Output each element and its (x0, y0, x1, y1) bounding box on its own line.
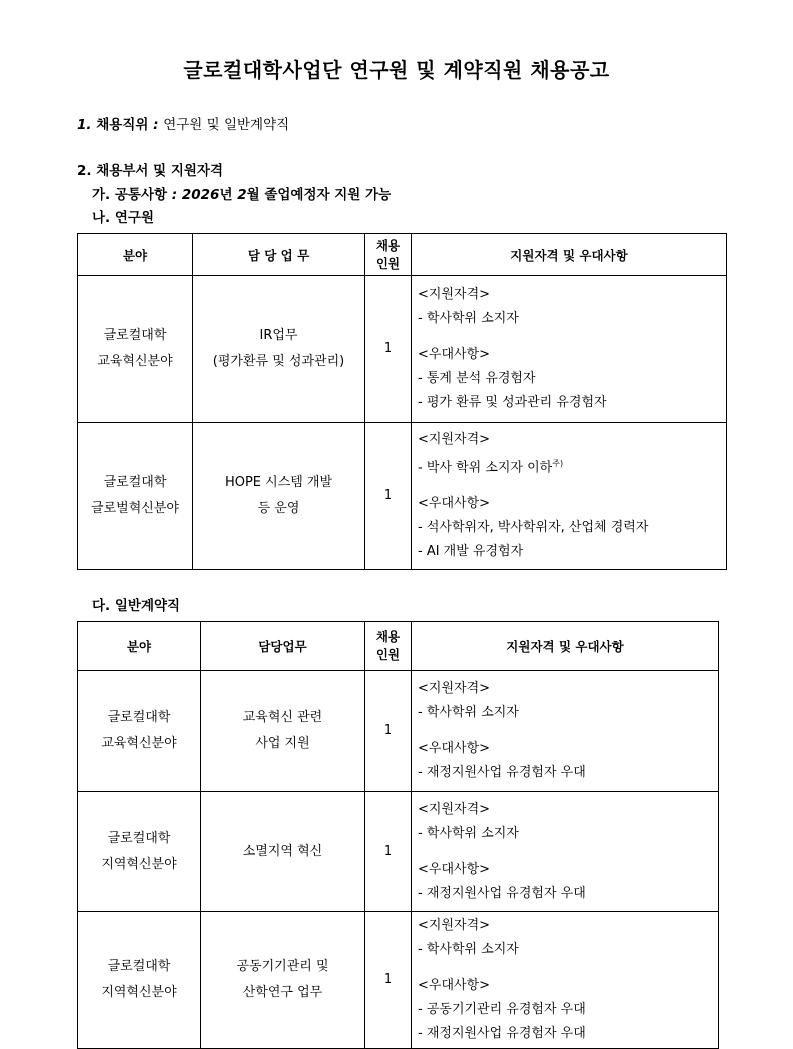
qualification-cell (412, 792, 719, 912)
field-cell: 글로컬대학 교육혁신분야 (78, 671, 201, 792)
preference-item: - 공동기기관리 유경험자 우대 (418, 1002, 586, 1017)
field-cell: 글로컬대학 지역혁신분야 (78, 792, 201, 912)
qualification-item: - 학사학위 소지자 (418, 942, 519, 957)
field-cell: 글로컬대학 지역혁신분야 (78, 912, 201, 1049)
qualification-heading: <지원자격> (418, 431, 491, 447)
qualification-heading: <지원자격> (418, 801, 491, 817)
qualification-cell (412, 671, 719, 792)
preference-item: - AI 개발 유경험자 (418, 544, 524, 560)
table-row (78, 276, 727, 423)
common-year-unit: 년 (219, 187, 233, 203)
header-duty: 담당업무 (201, 622, 365, 671)
section-1-value: 연구원 및 일반계약직 (163, 117, 290, 133)
qualification-item: - 박사 학위 소지자 이하$^{주)}$ (418, 458, 564, 476)
section-2 (77, 159, 223, 179)
count-cell: 1 (365, 792, 412, 912)
section-2-number: 2. (77, 163, 92, 179)
qualification-heading: <지원자격> (418, 918, 491, 933)
duty-cell: 교육혁신 관련 사업 지원 (201, 671, 365, 792)
duty-cell: 소멸지역 혁신 (201, 792, 365, 912)
preference-heading: <우대사항> (418, 978, 491, 993)
common-year: 2026 (181, 187, 220, 203)
qualification-cell (412, 423, 727, 570)
table-header-row (78, 622, 719, 671)
header-qualification: 지원자격 및 우대사항 (412, 234, 727, 276)
researcher-heading: 나. 연구원 (92, 210, 154, 226)
section-1-colon: : (153, 117, 159, 133)
preference-item: - 재정지원사업 유경험자 우대 (418, 765, 586, 780)
field-cell: 글로컬대학 글로벌혁신분야 (78, 423, 193, 570)
table-row (78, 423, 727, 570)
common-colon: : (171, 187, 178, 203)
researcher-table (77, 233, 727, 570)
section-2-label: 채용부서 및 지원자격 (96, 163, 224, 179)
page-title: 글로컬대학사업단 연구원 및 계약직원 채용공고 (183, 58, 610, 82)
field-cell: 글로컬대학 교육혁신분야 (78, 276, 193, 423)
qualification-item: - 학사학위 소지자 (418, 825, 519, 841)
common-month-unit: 월 (246, 187, 260, 203)
duty-cell: IR업무 (평가환류 및 성과관리) (193, 276, 365, 423)
table-row (78, 671, 719, 792)
duty-cell: HOPE 시스템 개발 등 운영 (193, 423, 365, 570)
qualification-cell (412, 912, 719, 1049)
count-cell: 1 (365, 276, 412, 423)
count-cell: 1 (365, 912, 412, 1049)
table-row (78, 912, 719, 1049)
header-count: 채용 인원 (365, 234, 412, 276)
header-duty: 담 당 업 무 (193, 234, 365, 276)
qualification-cell (412, 276, 727, 423)
preference-heading: <우대사항> (418, 347, 491, 362)
preference-item: - 재정지원사업 유경험자 우대 (418, 885, 586, 901)
qualification-item: - 학사학위 소지자 (418, 705, 519, 720)
header-field: 분야 (78, 622, 201, 671)
preference-item: - 재정지원사업 유경험자 우대 (418, 1026, 586, 1041)
count-cell: 1 (365, 423, 412, 570)
header-count: 채용 인원 (365, 622, 412, 671)
duty-cell: 공동기기관리 및 산학연구 업무 (201, 912, 365, 1049)
section-1-label: 채용직위 (96, 117, 149, 133)
section-1 (77, 113, 289, 133)
common-prefix: 가. 공통사항 (92, 187, 168, 203)
preference-heading: <우대사항> (418, 861, 491, 877)
count-cell: 1 (365, 671, 412, 792)
header-qualification: 지원자격 및 우대사항 (412, 622, 719, 671)
table-row (78, 792, 719, 912)
preference-item: - 평가 환류 및 성과관리 유경험자 (418, 395, 607, 410)
common-requirement (92, 183, 391, 203)
qualification-heading: <지원자격> (418, 681, 491, 696)
footnote-mark: 주) (552, 458, 564, 468)
header-field: 분야 (78, 234, 193, 276)
preference-heading: <우대사항> (418, 741, 491, 756)
section-1-number: 1. (77, 117, 92, 133)
preference-heading: <우대사항> (418, 496, 491, 512)
preference-item: - 석사학위자, 박사학위자, 산업체 경력자 (418, 520, 649, 536)
common-rest: 졸업예정자 지원 가능 (264, 187, 392, 203)
qualification-item: - 학사학위 소지자 (418, 311, 519, 326)
contract-table (77, 621, 719, 1049)
preference-item: - 통계 분석 유경험자 (418, 371, 536, 386)
qualification-heading: <지원자격> (418, 287, 491, 302)
common-month: 2 (237, 187, 247, 203)
table-header-row (78, 234, 727, 276)
contract-heading: 다. 일반계약직 (92, 598, 181, 614)
